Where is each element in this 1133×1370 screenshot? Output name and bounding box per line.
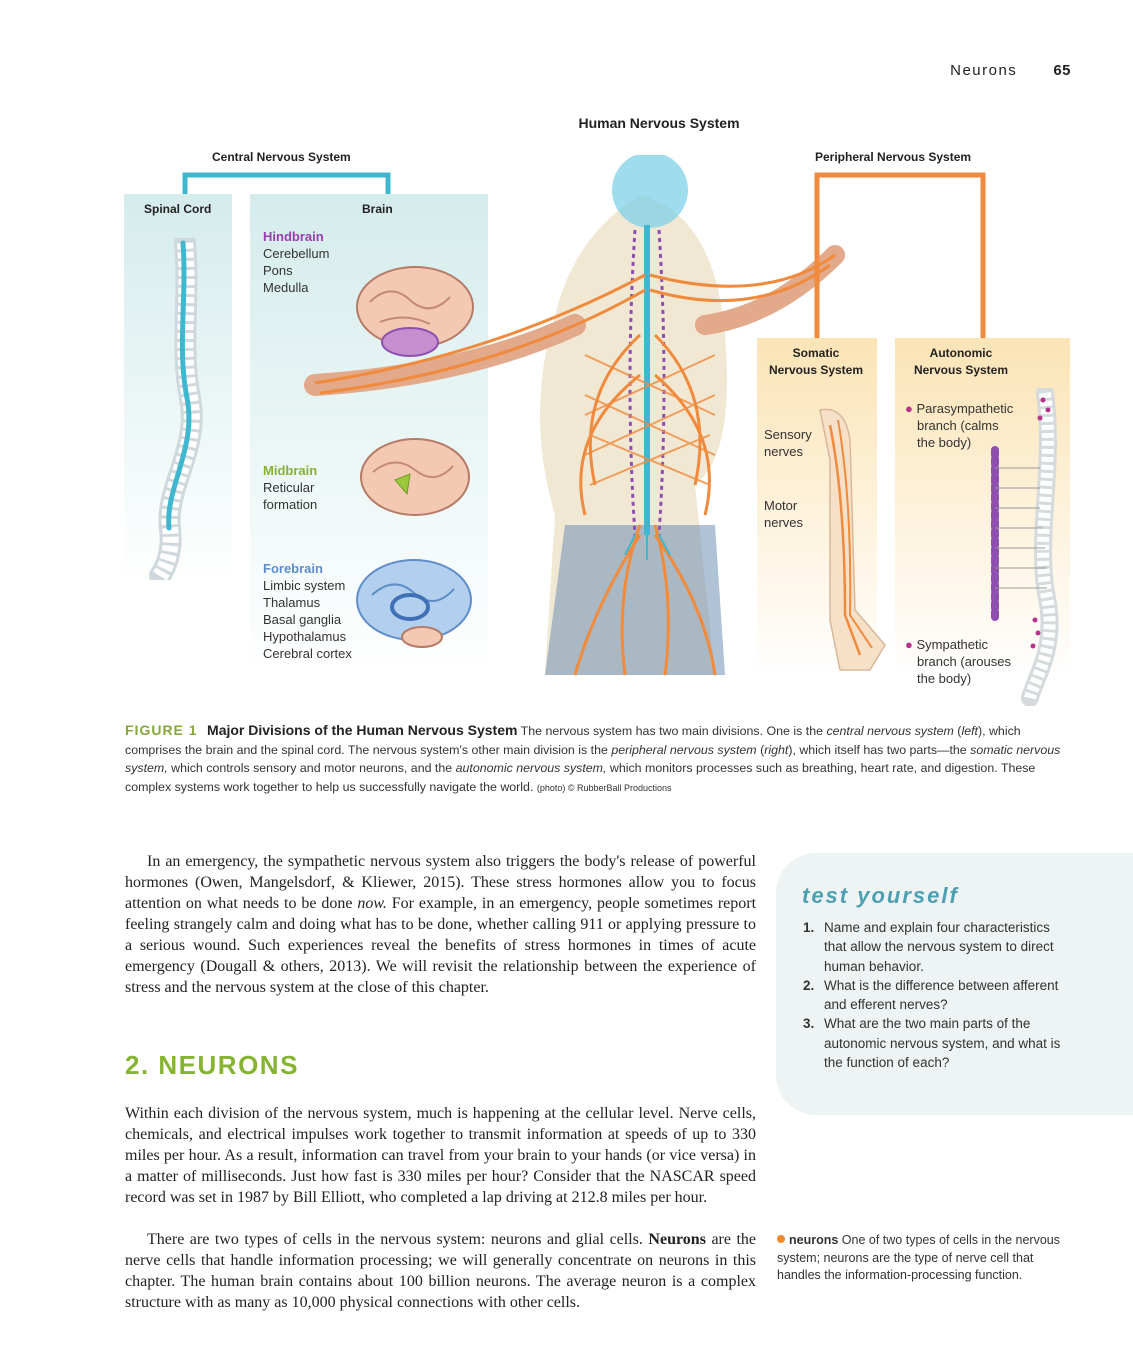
caption-emphasis: central nervous system bbox=[826, 724, 954, 738]
question-text: Name and explain four characteristics that allow the nervous system to direct human behavior. bbox=[824, 920, 1054, 974]
question-text: What is the difference between afferent and efferent nerves? bbox=[824, 977, 1059, 1013]
forebrain-item: Basal ganglia bbox=[263, 612, 342, 627]
question-number: 3. bbox=[803, 1016, 815, 1032]
body-emphasis: now. bbox=[357, 895, 387, 912]
arm-illustration bbox=[800, 400, 895, 678]
question-number: 2. bbox=[803, 977, 815, 993]
forebrain-item: Limbic system bbox=[263, 578, 346, 593]
sympathetic-label bbox=[905, 636, 1011, 687]
forebrain-item: Thalamus bbox=[263, 595, 321, 610]
motor-nerves-label bbox=[764, 497, 803, 531]
autonomic-label bbox=[905, 345, 1017, 379]
somatic-label-line: Somatic bbox=[792, 346, 840, 360]
autonomic-label-line: Nervous System bbox=[913, 363, 1009, 377]
motor-nerves-line: nerves bbox=[764, 515, 804, 530]
body-paragraph bbox=[125, 1229, 756, 1313]
sympathetic-line: branch (arouses bbox=[917, 654, 1011, 669]
hindbrain-item: Medulla bbox=[263, 280, 309, 295]
parasympathetic-label bbox=[905, 400, 1013, 451]
pns-label: Peripheral Nervous System bbox=[815, 150, 972, 164]
midbrain-item: Reticular bbox=[263, 480, 315, 495]
bullet-icon bbox=[777, 1235, 785, 1243]
caption-text: ( bbox=[957, 724, 962, 738]
figure-caption bbox=[125, 721, 1070, 797]
question-text: What are the two main parts of the autonomic nervous system, and what is the function of each? bbox=[824, 1016, 1061, 1071]
body-paragraph bbox=[125, 851, 756, 998]
body-text: There are two types of cells in the nervous system: neurons and glial cells. bbox=[147, 1231, 643, 1248]
midbrain-heading: Midbrain bbox=[263, 463, 318, 478]
caption-emphasis: right bbox=[764, 742, 789, 757]
question-item bbox=[803, 918, 1073, 976]
sensory-nerves-line: Sensory bbox=[764, 427, 812, 442]
midbrain-item: formation bbox=[263, 497, 318, 512]
somatic-label bbox=[765, 345, 867, 379]
spinal-cord-illustration bbox=[135, 238, 215, 580]
pns-bracket bbox=[810, 168, 990, 340]
parasympathetic-line: the body) bbox=[917, 435, 972, 450]
motor-nerves-line: Motor bbox=[764, 498, 798, 513]
autonomic-label-line: Autonomic bbox=[929, 346, 993, 360]
running-header-section: Neurons bbox=[950, 62, 1018, 79]
caption-text: ( bbox=[760, 742, 765, 757]
sensory-nerves-line: nerves bbox=[764, 444, 804, 459]
key-term: Neurons bbox=[648, 1231, 706, 1248]
caption-emphasis: somatic nervous system, bbox=[125, 742, 1061, 775]
test-yourself-title: test yourself bbox=[802, 883, 959, 908]
section-heading: 2. NEURONS bbox=[125, 1050, 299, 1080]
brain-label: Brain bbox=[362, 202, 393, 216]
bullet-icon: ● bbox=[905, 637, 913, 652]
parasympathetic-line: branch (calms bbox=[917, 418, 999, 433]
hindbrain-item: Pons bbox=[263, 263, 293, 278]
figure-number: FIGURE 1 bbox=[125, 722, 198, 738]
caption-text: ), which itself has two parts—the bbox=[788, 742, 967, 757]
body-text: In an emergency, the sympathetic nervous system also triggers the body's release of powerful hormones (Owen, Mangelsdorf, & Kliewer, 2015). These stress hormones allow you to focus attention on what needs to be done bbox=[125, 853, 756, 912]
page-number: 65 bbox=[1053, 62, 1071, 79]
caption-text: which monitors processes such as breathing, heart rate, and digestion. These complex systems work together to help us successfully navigate the world. bbox=[125, 761, 1036, 794]
hindbrain-heading: Hindbrain bbox=[263, 229, 324, 244]
caption-emphasis: peripheral nervous system bbox=[611, 742, 757, 757]
somatic-label-line: Nervous System bbox=[768, 363, 864, 377]
caption-text: ), which comprises the brain and the spinal cord. The nervous system's other main division is the bbox=[125, 724, 1021, 757]
caption-emphasis: left bbox=[961, 724, 978, 738]
forebrain-item: Hypothalamus bbox=[263, 629, 347, 644]
question-item bbox=[803, 1014, 1073, 1072]
figure-caption-title: Major Divisions of the Human Nervous System bbox=[207, 722, 518, 738]
sympathetic-line: the body) bbox=[917, 671, 972, 686]
glossary-entry bbox=[777, 1232, 1062, 1285]
glossary-definition: One of two types of cells in the nervous system; neurons are the type of nerve cell that handles the information-processing function. bbox=[777, 1233, 1060, 1283]
question-number: 1. bbox=[803, 920, 815, 935]
running-header bbox=[950, 62, 1071, 79]
caption-text: which controls sensory and motor neurons, and the bbox=[171, 761, 453, 775]
bullet-icon: ● bbox=[905, 401, 913, 416]
caption-emphasis: autonomic nervous system, bbox=[455, 761, 607, 775]
forebrain-item: Cerebral cortex bbox=[263, 646, 352, 661]
spinal-cord-label: Spinal Cord bbox=[144, 202, 212, 216]
photo-credit: (photo) © RubberBall Productions bbox=[536, 782, 672, 793]
caption-text: The nervous system has two main divisions. One is the bbox=[520, 724, 823, 738]
body-text: are the nerve cells that handle information processing; we will generally concentrate on neurons in this chapter. The human brain contains about 100 billion neurons. The average neuron is a complex structure with as many as 10,000 physical connections with other cells. bbox=[125, 1231, 757, 1311]
glossary-term: neurons bbox=[789, 1233, 839, 1247]
sensory-nerves-label bbox=[764, 426, 812, 460]
cns-label: Central Nervous System bbox=[212, 150, 351, 164]
question-item bbox=[803, 976, 1073, 1015]
forebrain-heading: Forebrain bbox=[263, 561, 323, 576]
sympathetic-line: Sympathetic bbox=[916, 637, 989, 652]
figure-title: Human Nervous System bbox=[578, 115, 740, 131]
test-yourself-questions bbox=[803, 918, 1073, 1072]
parasympathetic-line: Parasympathetic bbox=[916, 401, 1014, 416]
body-text: For example, in an emergency, people sometimes report feeling strangely calm and doing what has to be done, whether calling 911 or applying pressure to a serious wound. Such experiences reveal the benefits of stress hormones in times of acute emergency (Dougall & others, 2013). We will revisit the relationship between the experience of stress and the nervous system at the close of this chapter. bbox=[125, 895, 757, 996]
body-paragraph: Within each division of the nervous system, much is happening at the cellular level. Nerve cells, chemicals, and electrical impulses work together to transmit information at speeds of up to 330 miles per hour. As a result, information can travel from your brain to your hands (or vice versa) in a matter of milliseconds. Just how fast is 330 miles per hour? Consider that the NASCAR speed record was set in 1987 by Bill Elliott, who completed a lap driving at 212.8 miles per hour. bbox=[125, 1105, 756, 1206]
hindbrain-item: Cerebellum bbox=[263, 246, 330, 261]
